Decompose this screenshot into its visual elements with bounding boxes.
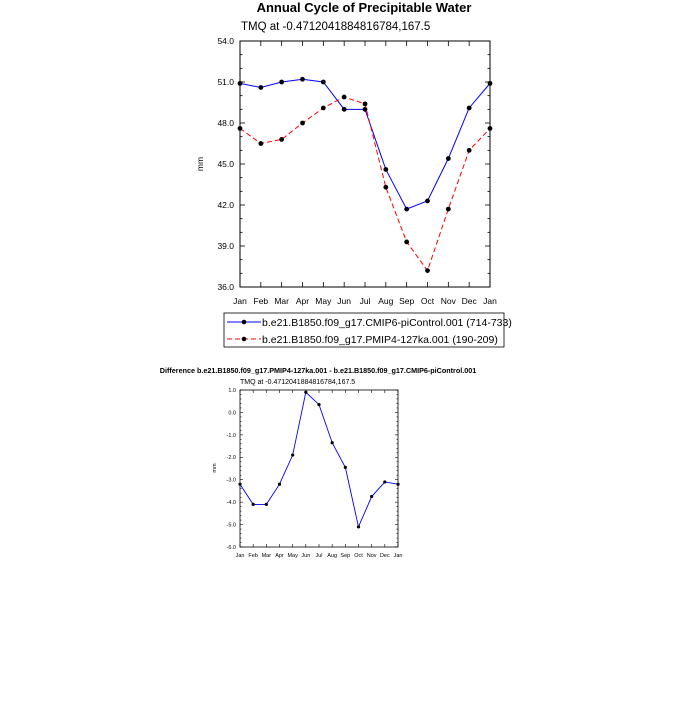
chart2-series bbox=[238, 391, 399, 529]
data-point bbox=[363, 101, 368, 106]
x-tick-label: Apr bbox=[295, 296, 310, 306]
data-point bbox=[396, 483, 399, 486]
x-tick-label: Mar bbox=[261, 553, 272, 559]
x-tick-label: Nov bbox=[440, 296, 456, 306]
y-tick-label: -6.0 bbox=[226, 544, 236, 551]
x-tick-label: Jul bbox=[359, 296, 371, 306]
y-tick-label: 0.0 bbox=[228, 410, 236, 417]
legend-label-series-1: b.e21.B1850.f09_g17.CMIP6-piControl.001 (714-733) bbox=[262, 317, 512, 329]
data-point bbox=[300, 77, 305, 82]
data-point bbox=[291, 453, 294, 456]
data-point bbox=[404, 207, 409, 212]
data-point bbox=[279, 80, 284, 85]
x-tick-label: Feb bbox=[248, 553, 258, 559]
chart2-axes bbox=[227, 388, 403, 559]
data-point bbox=[344, 466, 347, 469]
x-tick-label: Apr bbox=[275, 553, 284, 559]
data-point bbox=[383, 185, 388, 190]
chart1-ylabel: mm bbox=[195, 156, 205, 172]
data-point bbox=[446, 207, 451, 212]
legend-label-series-2: b.e21.B1850.f09_g17.PMIP4-127ka.001 (190-209) bbox=[262, 334, 498, 346]
data-point bbox=[278, 483, 281, 486]
x-tick-label: Jan bbox=[235, 553, 245, 559]
x-tick-label: Aug bbox=[327, 553, 338, 559]
data-point bbox=[342, 95, 347, 100]
x-tick-label: Sep bbox=[340, 553, 351, 559]
data-point bbox=[252, 503, 255, 506]
chart-annual-cycle bbox=[195, 21, 512, 347]
data-point bbox=[300, 121, 305, 126]
y-tick-label: -2.0 bbox=[226, 455, 236, 462]
legend-marker-series-1 bbox=[242, 320, 247, 325]
data-point bbox=[342, 107, 347, 112]
y-tick-label: -4.0 bbox=[226, 500, 236, 507]
chart-difference bbox=[160, 366, 476, 559]
y-tick-label: 48.0 bbox=[217, 117, 234, 128]
x-tick-label: Nov bbox=[366, 553, 377, 559]
data-point bbox=[238, 126, 243, 131]
chart2-title: Difference b.e21.B1850.f09_g17.PMIP4-127ka.001 - b.e21.B1850.f09_g17.CMIP6-piControl.001 bbox=[159, 366, 477, 375]
y-tick-label: -5.0 bbox=[226, 522, 236, 529]
series-line-1 bbox=[240, 79, 490, 209]
data-point bbox=[488, 81, 493, 86]
chart1-axes bbox=[217, 36, 497, 306]
data-point bbox=[357, 525, 360, 528]
x-tick-label: Dec bbox=[461, 296, 477, 306]
data-point bbox=[321, 106, 326, 111]
y-tick-label: 36.0 bbox=[217, 281, 234, 292]
data-point bbox=[383, 167, 388, 172]
x-tick-label: Aug bbox=[378, 296, 394, 306]
data-point bbox=[404, 240, 409, 245]
y-tick-label: 42.0 bbox=[217, 199, 234, 210]
x-tick-label: Dec bbox=[379, 553, 390, 559]
y-tick-label: 54.0 bbox=[217, 35, 234, 46]
legend-marker-series-2 bbox=[242, 337, 247, 342]
x-tick-label: May bbox=[315, 296, 332, 306]
chart2-plot-frame bbox=[240, 390, 398, 547]
data-point bbox=[258, 85, 263, 90]
y-tick-label: 45.0 bbox=[217, 158, 234, 169]
data-point bbox=[265, 503, 268, 506]
data-point bbox=[331, 441, 334, 444]
chart1-subtitle: TMQ at -0.4712041884816784,167.5 bbox=[241, 21, 431, 33]
series-line-1 bbox=[240, 392, 398, 527]
x-tick-label: Jun bbox=[301, 553, 311, 559]
data-point bbox=[467, 106, 472, 111]
data-point bbox=[317, 403, 320, 406]
data-point bbox=[363, 107, 368, 112]
chart1-series bbox=[238, 77, 493, 273]
x-tick-label: Mar bbox=[274, 296, 289, 306]
y-tick-label: -1.0 bbox=[226, 432, 236, 439]
x-tick-label: Jan bbox=[233, 296, 247, 306]
y-tick-label: 39.0 bbox=[217, 240, 234, 251]
x-tick-label: May bbox=[287, 553, 298, 559]
x-tick-label: Jul bbox=[315, 553, 323, 559]
x-tick-label: Jan bbox=[483, 296, 497, 306]
data-point bbox=[467, 148, 472, 153]
data-point bbox=[258, 141, 263, 146]
data-point bbox=[321, 80, 326, 85]
data-point bbox=[446, 156, 451, 161]
data-point bbox=[370, 495, 373, 498]
data-point bbox=[383, 480, 386, 483]
y-tick-label: -3.0 bbox=[226, 477, 236, 484]
data-point bbox=[488, 126, 493, 131]
data-point bbox=[304, 391, 307, 394]
x-tick-label: Oct bbox=[354, 553, 363, 559]
x-tick-label: Oct bbox=[420, 296, 435, 306]
chart2-subtitle: TMQ at -0.4712041884816784,167.5 bbox=[240, 379, 356, 386]
x-tick-label: Feb bbox=[253, 296, 269, 306]
chart1-plot-frame bbox=[240, 41, 490, 287]
y-tick-label: 51.0 bbox=[217, 76, 234, 87]
data-point bbox=[238, 483, 241, 486]
data-point bbox=[279, 137, 284, 142]
series-line-2 bbox=[240, 97, 490, 271]
x-tick-label: Jun bbox=[337, 296, 352, 306]
chart1-legend bbox=[224, 313, 512, 347]
main-title: Annual Cycle of Precipitable Water bbox=[256, 0, 472, 15]
chart2-ylabel: mm bbox=[212, 463, 218, 473]
x-tick-label: Sep bbox=[399, 296, 415, 306]
y-tick-label: 1.0 bbox=[228, 387, 236, 394]
data-point bbox=[238, 81, 243, 86]
data-point bbox=[425, 199, 430, 204]
x-tick-label: Jan bbox=[393, 553, 403, 559]
data-point bbox=[425, 268, 430, 273]
